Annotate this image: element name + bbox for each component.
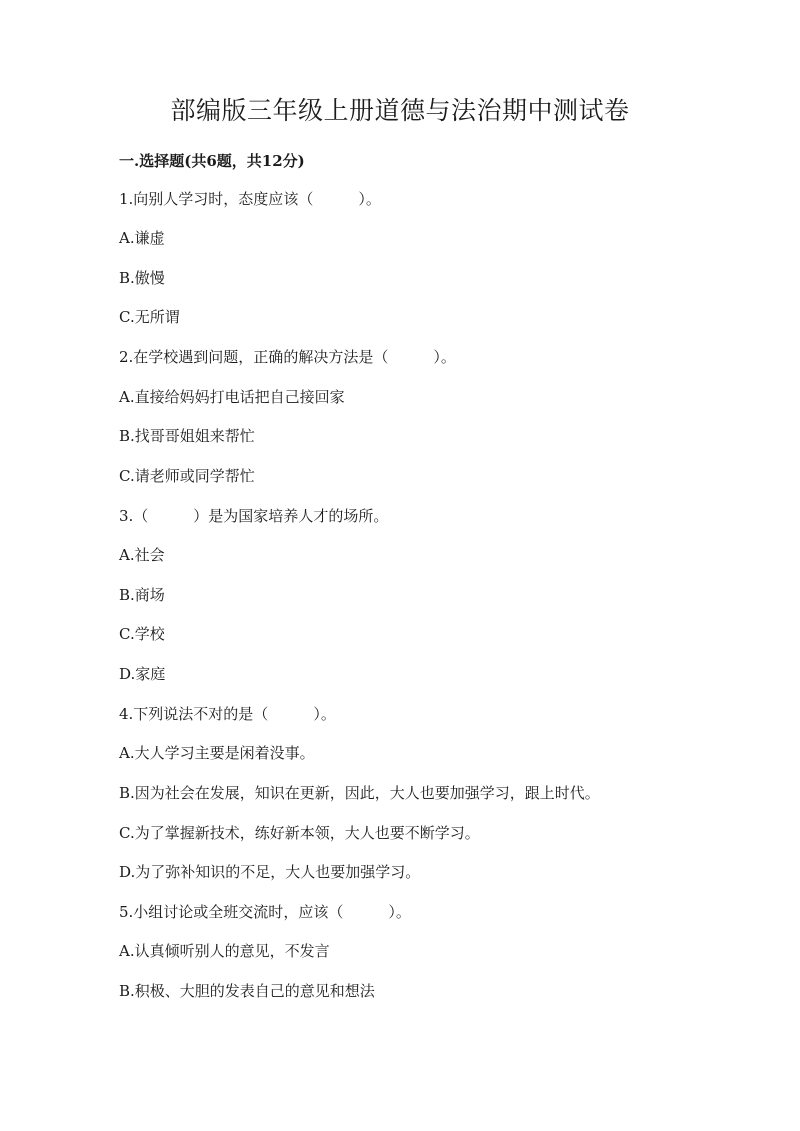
q4-option-b: B.因为社会在发展，知识在更新，因此，大人也要加强学习，跟上时代。 bbox=[119, 784, 600, 802]
question-5: 5.小组讨论或全班交流时，应该（ ）。 bbox=[119, 903, 411, 921]
q1-option-a: A.谦虚 bbox=[119, 229, 165, 247]
q1-option-b: B.傲慢 bbox=[119, 269, 165, 287]
q3-option-a: A.社会 bbox=[119, 546, 165, 564]
question-2: 2.在学校遇到问题，正确的解决方法是（ ）。 bbox=[119, 348, 456, 366]
q4-option-c: C.为了掌握新技术，练好新本领，大人也要不断学习。 bbox=[119, 824, 480, 842]
q5-option-a: A.认真倾听别人的意见，不发言 bbox=[119, 942, 330, 960]
q3-option-d: D.家庭 bbox=[119, 665, 166, 683]
section-heading: 一.选择题(共6题，共12分) bbox=[119, 152, 305, 170]
question-4: 4.下列说法不对的是（ ）。 bbox=[119, 705, 336, 723]
q4-option-a: A.大人学习主要是闲着没事。 bbox=[119, 744, 315, 762]
q2-option-c: C.请老师或同学帮忙 bbox=[119, 467, 255, 485]
q4-option-d: D.为了弥补知识的不足，大人也要加强学习。 bbox=[119, 863, 421, 881]
question-1: 1.向别人学习时，态度应该（ ）。 bbox=[119, 190, 381, 208]
q2-option-a: A.直接给妈妈打电话把自己接回家 bbox=[119, 388, 345, 406]
q3-option-c: C.学校 bbox=[119, 625, 165, 643]
exam-title: 部编版三年级上册道德与法治期中测试卷 bbox=[170, 96, 630, 125]
question-3: 3.（ ）是为国家培养人才的场所。 bbox=[119, 507, 389, 525]
q5-option-b: B.积极、大胆的发表自己的意见和想法 bbox=[119, 982, 375, 1000]
q1-option-c: C.无所谓 bbox=[119, 308, 180, 326]
q2-option-b: B.找哥哥姐姐来帮忙 bbox=[119, 427, 255, 445]
q3-option-b: B.商场 bbox=[119, 586, 165, 604]
